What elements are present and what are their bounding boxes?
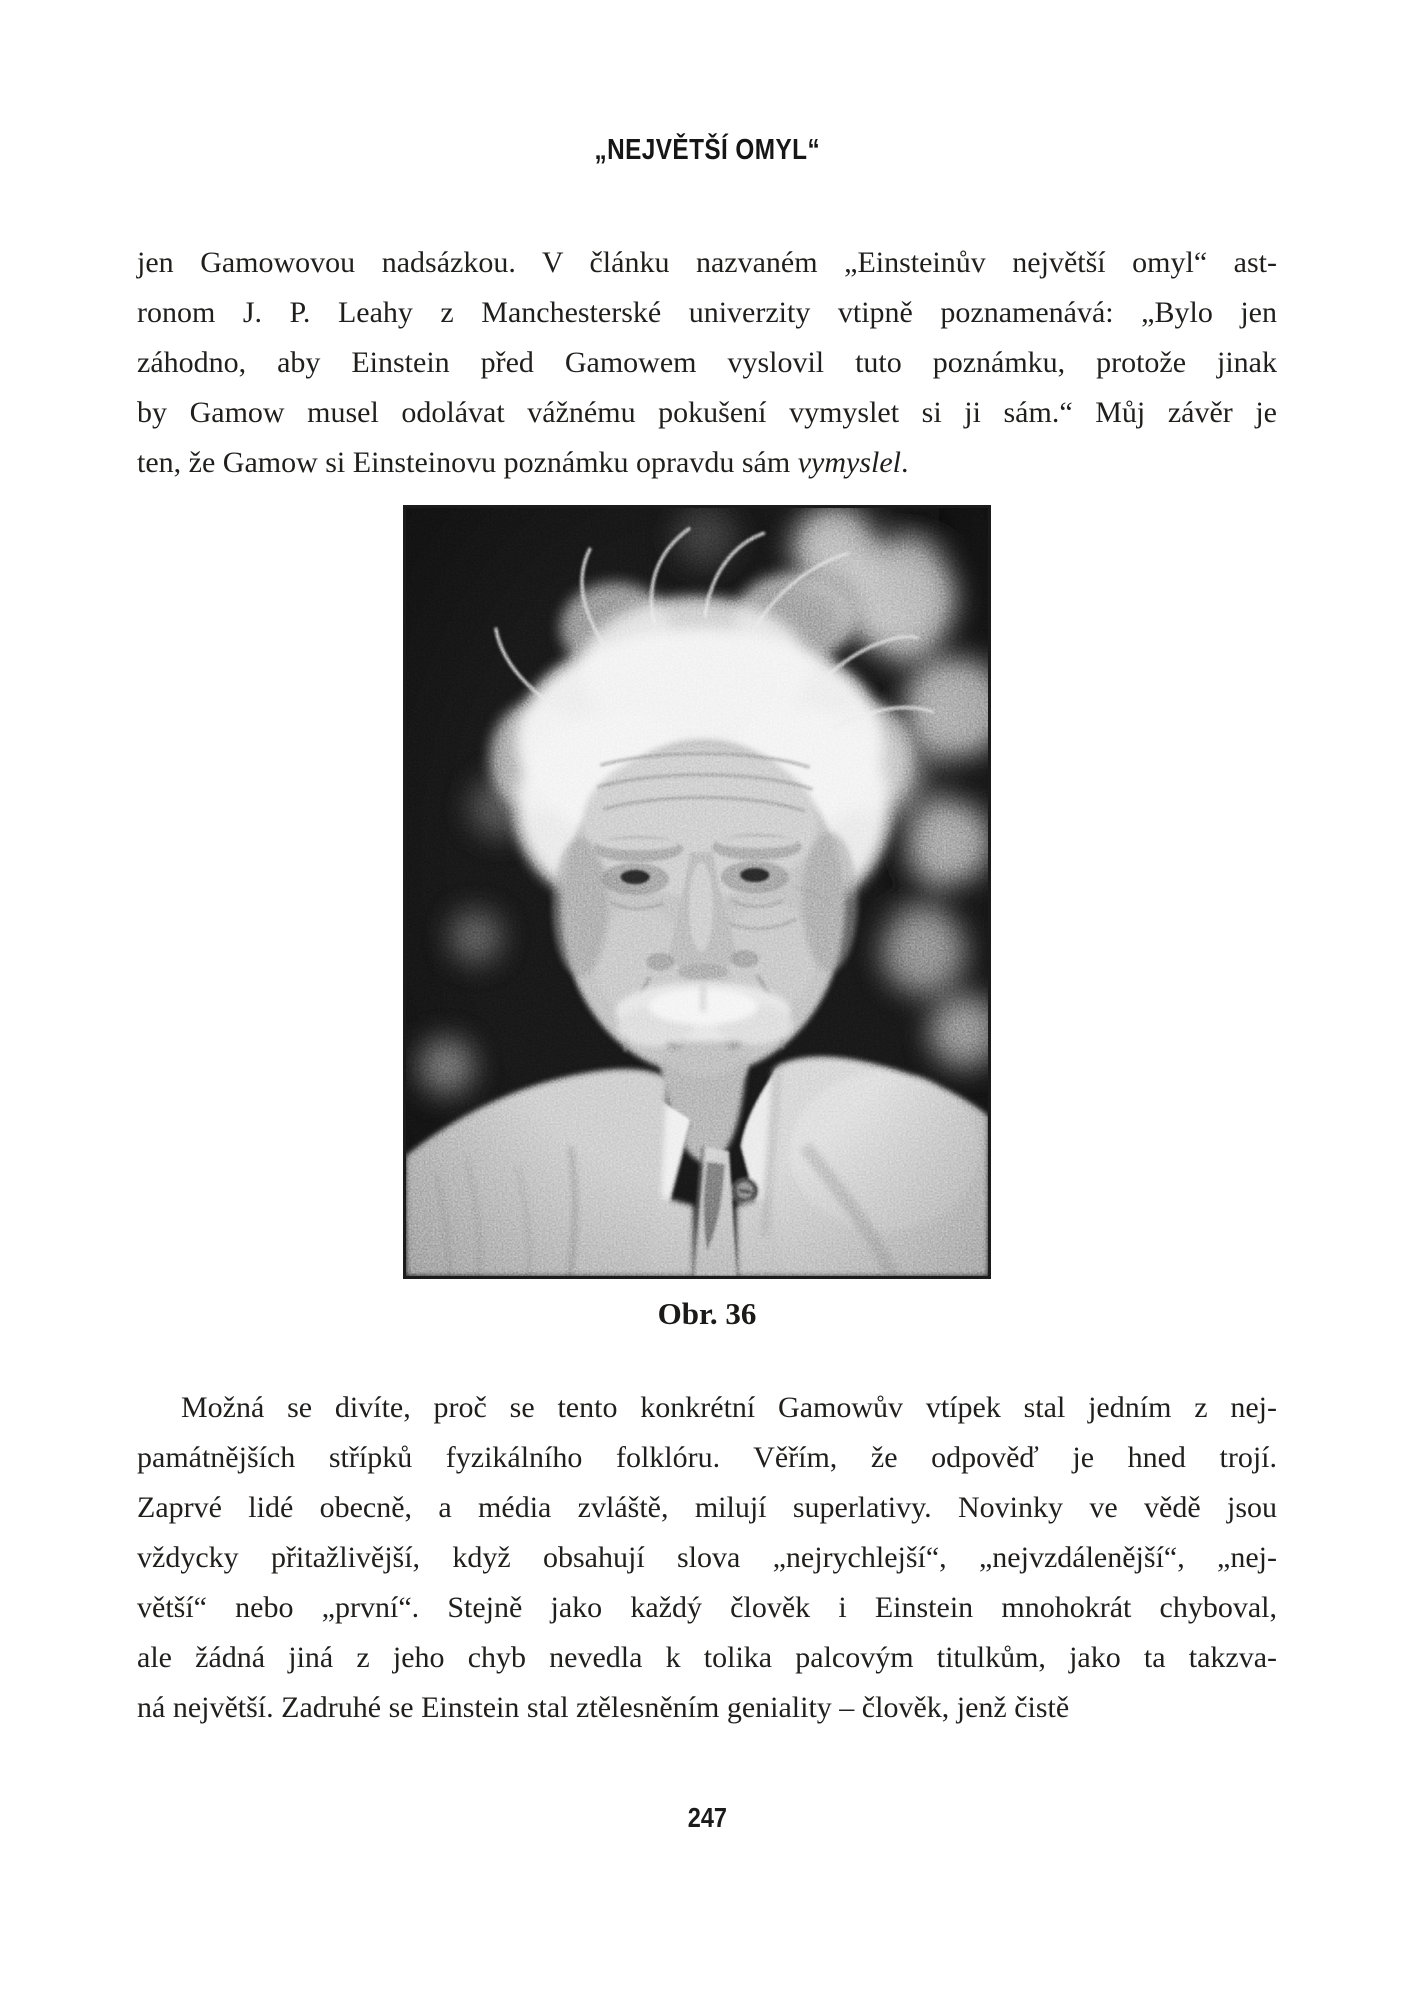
einstein-portrait-photo: [403, 505, 991, 1279]
text-line: ronom J. P. Leahy z Manchesterské univerzity vtipně poznamenává: „Bylo jen: [137, 296, 1277, 329]
text-run: .: [900, 446, 909, 479]
figure-caption: Obr. 36: [657, 1296, 757, 1331]
paragraph-1: [137, 238, 1277, 488]
portrait-illustration: [406, 508, 988, 1276]
text-line: ná největší. Zadruhé se Einstein stal ztělesněním geniality – člověk, jenž čistě: [137, 1691, 1070, 1724]
italic-word: vymyslel: [797, 446, 901, 479]
text-line: ale žádná jiná z jeho chyb nevedla k tolika palcovým titulkům, jako ta takzva-: [137, 1641, 1277, 1674]
chapter-title: „NEJVĚTŠÍ OMYL“: [594, 134, 820, 166]
text-line: větší“ nebo „první“. Stejně jako každý člověk i Einstein mnohokrát chyboval,: [137, 1591, 1277, 1624]
page-number: [0, 1802, 1414, 1834]
text-line: [137, 438, 1277, 488]
text-line: záhodno, aby Einstein před Gamowem vyslovil tuto poznámku, protože jinak: [137, 346, 1277, 379]
text-line: Zaprvé lidé obecně, a média zvláště, milují superlativy. Novinky ve vědě jsou: [137, 1491, 1277, 1524]
text-line: Možná se divíte, proč se tento konkrétní Gamowův vtípek stal jedním z nej-: [181, 1391, 1277, 1424]
figure: [403, 505, 991, 1279]
text-run: ten, že Gamow si Einsteinovu poznámku opravdu sám: [137, 446, 798, 479]
running-head: [0, 134, 1414, 166]
paragraph-2: [137, 1383, 1277, 1733]
text-line: památnějších střípků fyzikálního folklóru. Věřím, že odpověď je hned trojí.: [137, 1441, 1277, 1474]
page-number-value: 247: [687, 1802, 727, 1833]
text-line: by Gamow musel odolávat vážnému pokušení vymyslet si ji sám.“ Můj závěr je: [137, 396, 1277, 429]
text-line: vždycky přitažlivější, když obsahují slova „nejrychlejší“, „nejvzdálenější“, „nej-: [137, 1541, 1277, 1574]
text-line: jen Gamowovou nadsázkou. V článku nazvaném „Einsteinův největší omyl“ ast-: [137, 246, 1277, 279]
